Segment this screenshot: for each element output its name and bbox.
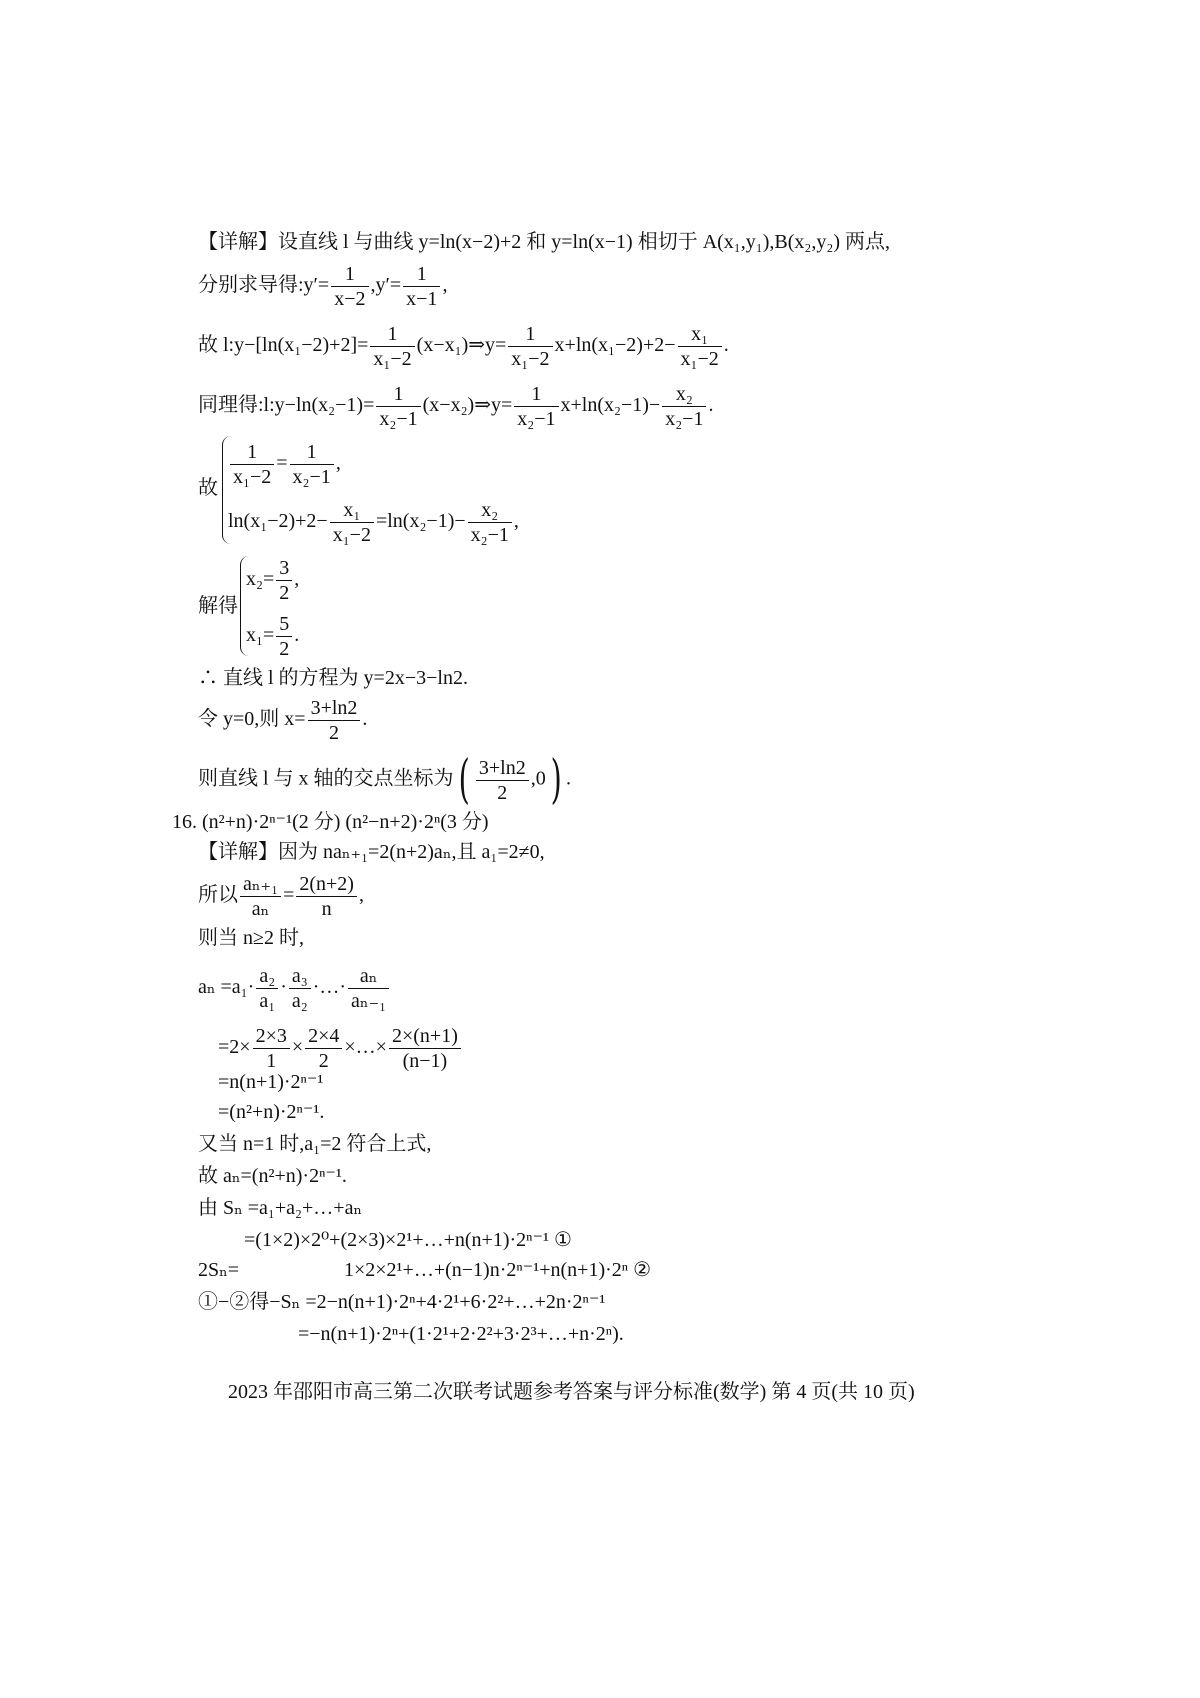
fraction-denominator: x₂−1: [665, 408, 704, 430]
fraction-rhs: [290, 440, 334, 489]
row-prefix: 令 y=0,则 x=: [198, 708, 306, 731]
intercept-text: x+ln(x₂−1)−: [560, 394, 661, 417]
line-end: ,: [513, 510, 519, 533]
fraction-derivative-1: [331, 262, 368, 311]
line-end: .: [362, 708, 368, 731]
question-16-answer: 16. (n²+n)·2ⁿ⁻¹(2 分) (n²−n+2)·2ⁿ(3 分): [172, 811, 489, 833]
sn-definition-line: 由 Sₙ =a₁+a₂+…+aₙ: [198, 1197, 363, 1219]
tangent-prefix: 同理得:l:y−ln(x₂−1)=: [198, 394, 375, 417]
fraction-slope-2: [508, 322, 552, 371]
n-equals-1-line: 又当 n=1 时,a₁=2 符合上式,: [198, 1133, 432, 1155]
fraction-numerator: aₙ₊₁: [240, 872, 281, 897]
fraction-numerator: x₁: [330, 498, 374, 523]
fraction-term-2: [305, 1024, 342, 1073]
fraction-denominator: 1: [266, 1050, 277, 1072]
2sn-rhs: 1×2×2¹+…+(n−1)n·2ⁿ⁻¹+n(n+1)·2ⁿ ②: [344, 1259, 651, 1281]
line-end: ,: [442, 274, 448, 297]
fraction-denominator: 2: [279, 582, 290, 604]
an-product-line: [198, 964, 391, 1013]
intercept-text: x+ln(x₁−2)+2−: [554, 334, 676, 357]
fraction-numerator: 1: [230, 440, 274, 465]
fraction-value: [276, 612, 292, 661]
system-2-label: 解得: [198, 595, 238, 617]
fraction-numerator: 2×3: [253, 1024, 290, 1049]
condition-line: 则当 n≥2 时,: [198, 927, 304, 949]
system-1-row-2: [228, 498, 519, 547]
fraction-x-value: [308, 696, 361, 745]
fraction-numerator: a₃: [289, 964, 311, 989]
fraction-denominator: 2: [328, 722, 339, 744]
2sn-lhs: 2Sₙ=: [198, 1259, 240, 1281]
row-prefix: x₁=: [246, 624, 275, 647]
fraction-numerator: 2×(n+1): [389, 1024, 461, 1049]
line-end: .: [566, 767, 571, 790]
sn-expansion-line: =(1×2)×2⁰+(2×3)×2¹+…+n(n+1)·2ⁿ⁻¹ ①: [244, 1229, 572, 1251]
an-formula-line: 故 aₙ=(n²+n)·2ⁿ⁻¹.: [198, 1165, 347, 1187]
fraction-denominator: 2: [318, 1050, 329, 1072]
an-simplified-line: =n(n+1)·2ⁿ⁻¹: [218, 1071, 324, 1093]
row-prefix: 则直线 l 与 x 轴的交点坐标为: [198, 767, 454, 790]
fraction-numerator: 3: [276, 556, 292, 581]
fraction-lhs: [330, 498, 374, 547]
dot: ·: [280, 976, 287, 999]
fraction-denominator: x₁−2: [373, 348, 412, 370]
fraction-numerator: 1: [508, 322, 552, 347]
fraction-numerator: 1: [331, 262, 368, 287]
line-end: .: [708, 394, 714, 417]
row-prefix: ln(x₁−2)+2−: [228, 510, 328, 533]
tangent-line-x2: [198, 382, 713, 431]
system-2-row-1: [246, 556, 299, 605]
fraction-denominator: x₂−1: [379, 408, 418, 430]
fraction-denominator: x₂−1: [470, 524, 509, 546]
fraction-numerator: 2×4: [305, 1024, 342, 1049]
fraction-denominator: aₙ: [251, 898, 270, 920]
times: ×: [291, 1036, 304, 1059]
line-end: .: [723, 334, 729, 357]
fraction-ratio: [240, 872, 281, 921]
row-prefix: x₂=: [246, 568, 275, 591]
fraction-denominator: x₂−1: [517, 408, 556, 430]
fraction-denominator: 2: [279, 638, 290, 660]
fraction-an-an-1: [348, 964, 389, 1013]
y-coordinate: ,0: [530, 767, 546, 790]
fraction-denominator: a₁: [259, 990, 276, 1012]
fraction-denominator: aₙ₋₁: [351, 990, 387, 1012]
fraction-denominator: x₂−1: [292, 466, 331, 488]
fraction-slope: [370, 322, 414, 371]
tangent-prefix: 故 l:y−[ln(x₁−2)+2]=: [198, 334, 369, 357]
fraction-rhs: [468, 498, 512, 547]
fraction-lhs: [230, 440, 274, 489]
fraction-numerator: 3+ln2: [476, 756, 529, 781]
equals: =: [283, 884, 295, 907]
fraction-value: [276, 556, 292, 605]
fraction-denominator: (n−1): [402, 1050, 448, 1072]
an-expansion-line: [218, 1024, 463, 1073]
fraction-denominator: x−1: [406, 288, 438, 310]
system-1-label: 故: [198, 477, 218, 499]
ratio-line: [198, 872, 364, 921]
fraction-denominator: a₂: [291, 990, 308, 1012]
equals: =: [276, 452, 288, 475]
fraction-denominator: x−2: [334, 288, 366, 310]
fraction-term-1: [253, 1024, 290, 1073]
fraction-numerator: x₂: [662, 382, 706, 407]
fraction-numerator: aₙ: [348, 964, 389, 989]
fraction-numerator: 1: [514, 382, 558, 407]
row-middle: =ln(x₂−1)−: [375, 510, 466, 533]
page-footer: 2023 年邵阳市高三第二次联考试题参考答案与评分标准(数学) 第 4 页(共 10 页): [228, 1381, 915, 1403]
fraction-numerator: 2(n+2): [296, 872, 357, 897]
fraction-denominator: n: [321, 898, 332, 920]
line-end: ,: [294, 568, 300, 591]
fraction-slope-2: [514, 382, 558, 431]
fraction-a2-a1: [256, 964, 278, 1013]
row-prefix: aₙ =a₁·: [198, 976, 255, 999]
left-paren: (: [458, 750, 470, 810]
line-end: ,: [358, 884, 364, 907]
fraction-x-coordinate: [476, 756, 529, 805]
row-prefix: 所以: [198, 884, 238, 907]
line-end: ,: [335, 452, 341, 475]
derivative-line: [198, 262, 447, 311]
detail-intro-line: 【详解】设直线 l 与曲线 y=ln(x−2)+2 和 y=ln(x−1) 相切于 A(x₁,y₁),B(x₂,y₂) 两点,: [198, 231, 891, 253]
line-equation: ∴ 直线 l 的方程为 y=2x−3−ln2.: [198, 667, 468, 689]
implies-text: (x−x₂)⇒y=: [422, 394, 513, 417]
fraction-ratio-value: [296, 872, 357, 921]
fraction-denominator: x₁−2: [332, 524, 371, 546]
system-1-row-1: [228, 440, 341, 489]
fraction-intercept: [662, 382, 706, 431]
derivative-prefix: 分别求导得:y′=: [198, 274, 330, 297]
implies-text: (x−x₁)⇒y=: [416, 334, 507, 357]
fraction-slope: [376, 382, 420, 431]
fraction-denominator: x₁−2: [511, 348, 550, 370]
fraction-denominator: x₁−2: [233, 466, 272, 488]
ellipsis: ·…·: [312, 976, 347, 999]
line-end: .: [294, 624, 300, 647]
question-16-detail: 【详解】因为 naₙ₊₁=2(n+2)aₙ,且 a₁=2≠0,: [198, 841, 545, 863]
fraction-denominator: 2: [497, 781, 508, 804]
right-paren: ): [550, 750, 562, 810]
tangent-line-x1: [198, 322, 729, 371]
fraction-intercept: [678, 322, 722, 371]
times-ellipsis: ×…×: [344, 1036, 387, 1059]
fraction-numerator: 1: [376, 382, 420, 407]
separator: ,y′=: [370, 274, 402, 297]
intersection-line: [198, 750, 571, 810]
an-result-line: =(n²+n)·2ⁿ⁻¹.: [218, 1101, 325, 1123]
fraction-numerator: 5: [276, 612, 292, 637]
subtract-result-line: =−n(n+1)·2ⁿ+(1·2¹+2·2²+3·2³+…+n·2ⁿ).: [298, 1323, 624, 1345]
fraction-numerator: 1: [403, 262, 440, 287]
let-y-zero-line: [198, 696, 367, 745]
fraction-numerator: x₂: [468, 498, 512, 523]
fraction-numerator: 1: [370, 322, 414, 347]
fraction-numerator: 3+ln2: [308, 696, 361, 721]
fraction-denominator: x₁−2: [680, 348, 719, 370]
fraction-a3-a2: [289, 964, 311, 1013]
fraction-term-n: [389, 1024, 461, 1073]
fraction-numerator: a₂: [256, 964, 278, 989]
fraction-derivative-2: [403, 262, 440, 311]
subtract-line: ①−②得−Sₙ =2−n(n+1)·2ⁿ+4·2¹+6·2²+…+2n·2ⁿ⁻¹: [198, 1291, 606, 1313]
fraction-numerator: 1: [290, 440, 334, 465]
fraction-numerator: x₁: [678, 322, 722, 347]
system-2-row-2: [246, 612, 299, 661]
row-prefix: =2×: [218, 1036, 251, 1059]
